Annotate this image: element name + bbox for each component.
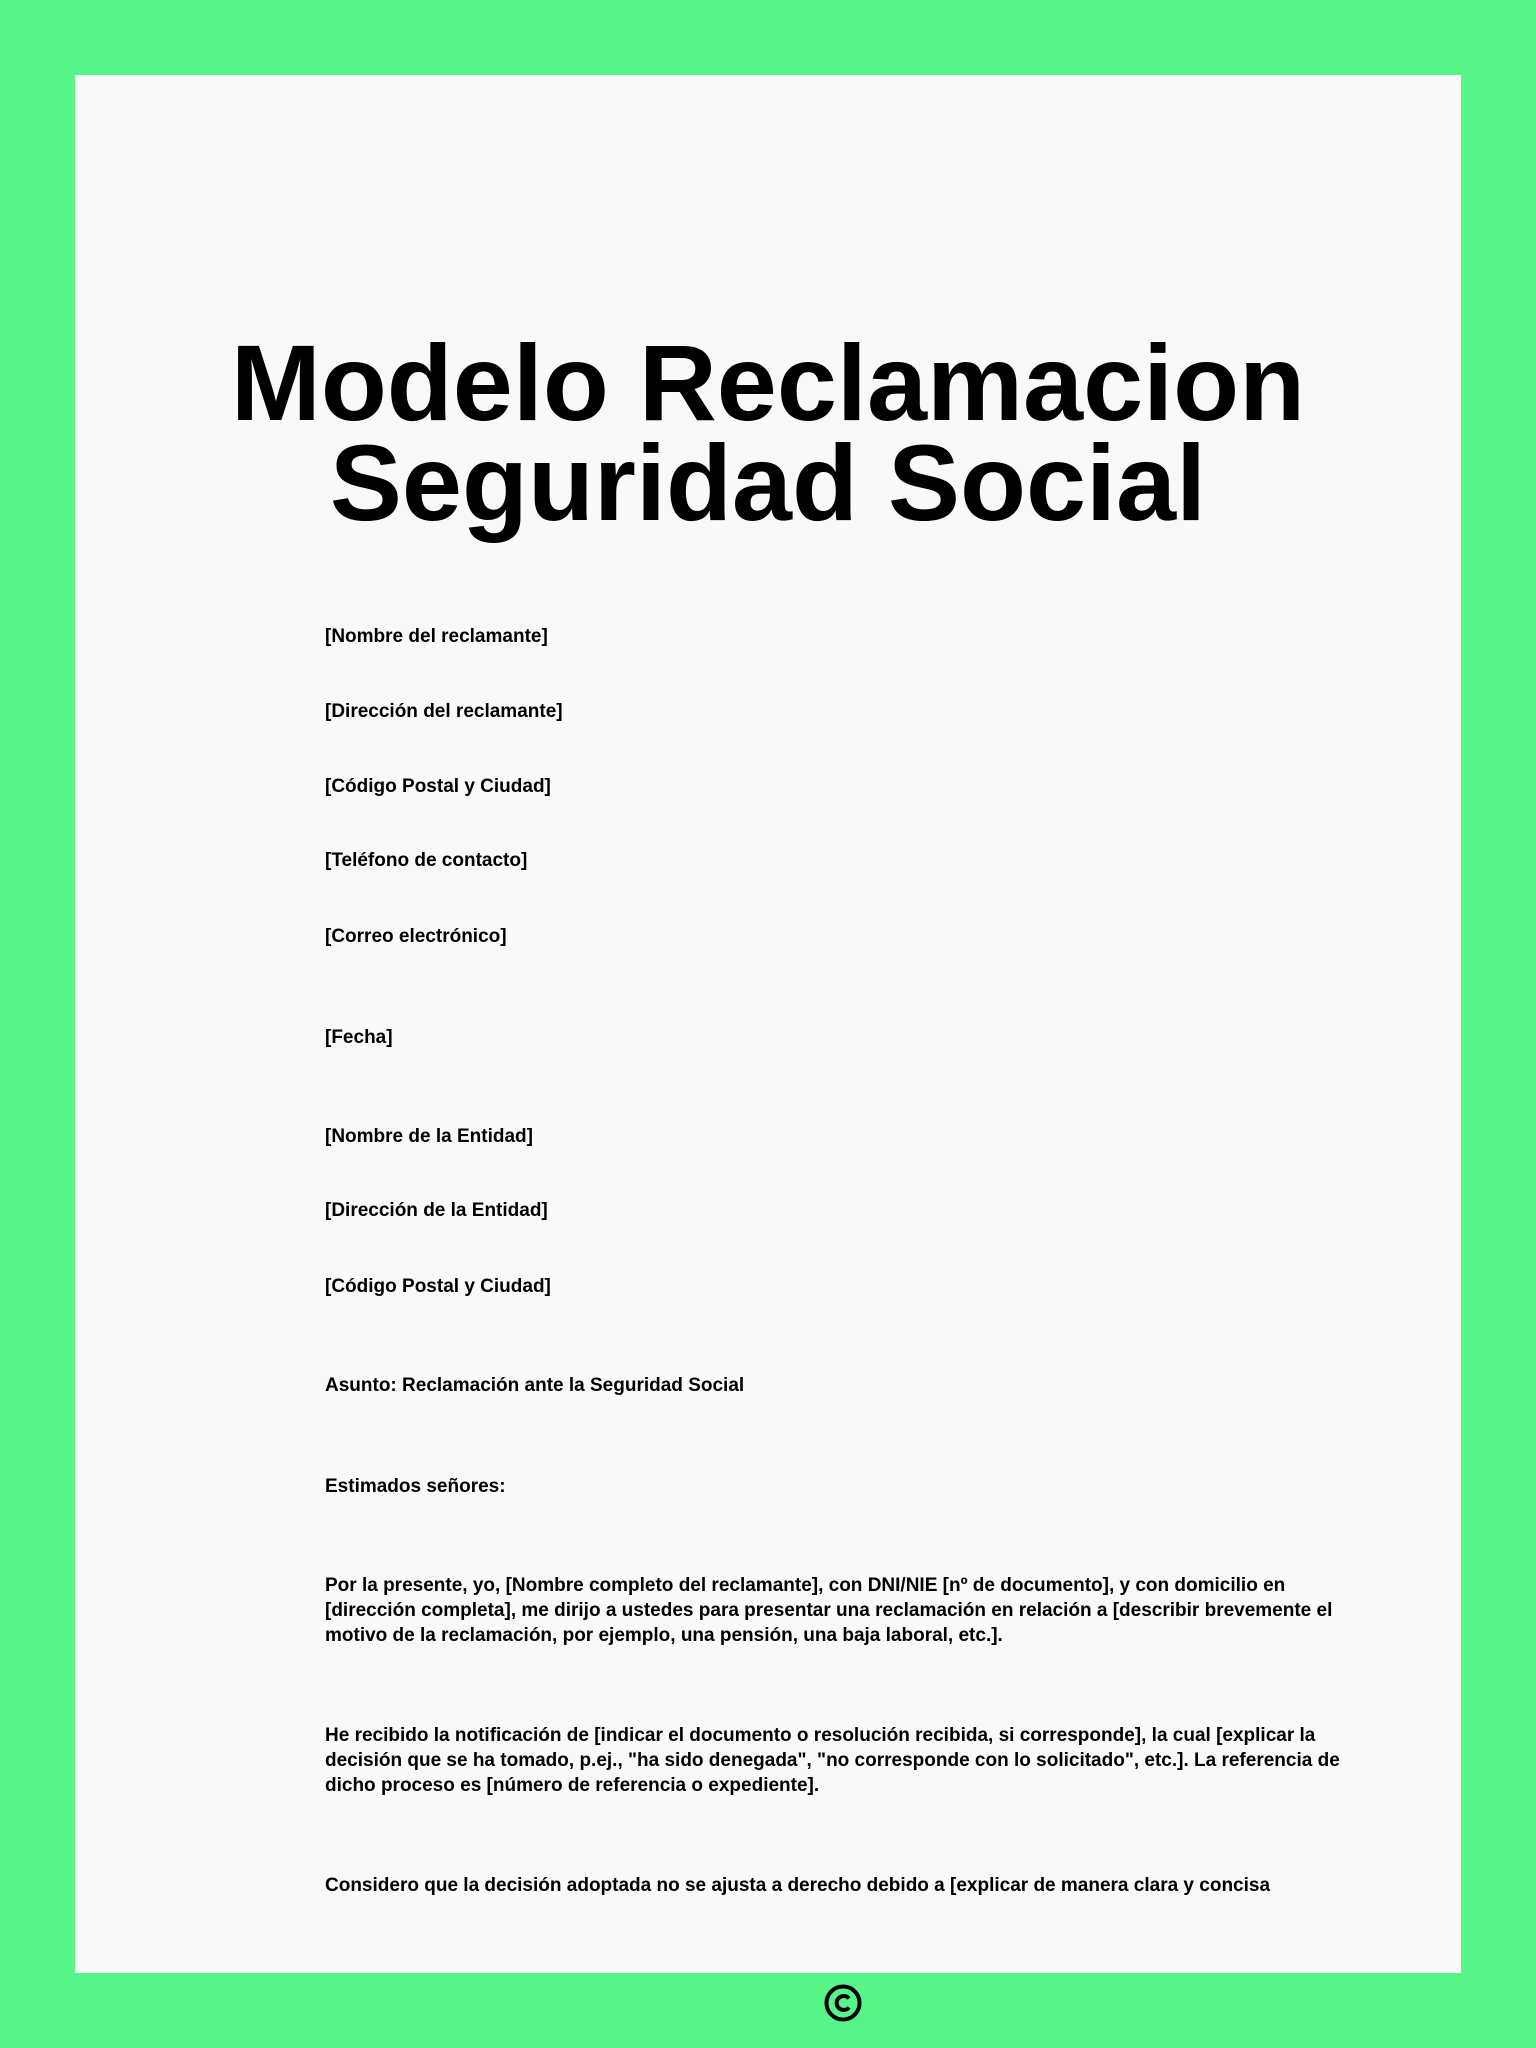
sender-address: [Dirección del reclamante] [325,701,563,722]
body-paragraph-2: He recibido la notificación de [indicar el documento o resolución recibida, si corresponde], la cual [explicar la decisión que se ha tomado, p.ej., "ha sido denegada", "no corresponde con lo solicitado", etc.]. La referencia de dicho proceso es [número de referencia o expediente]. [325,1725,1340,1796]
document-page [75,75,1461,1973]
body-paragraph-3: Considero que la decisión adoptada no se ajusta a derecho debido a [explicar de manera clara y concisa [325,1875,1271,1896]
subject: Asunto: Reclamación ante la Seguridad Social [325,1375,745,1396]
copyright-icon [824,1984,862,2022]
sender-postal-city: [Código Postal y Ciudad] [325,776,551,797]
entity-address: [Dirección de la Entidad] [325,1200,548,1221]
sender-phone: [Teléfono de contacto] [325,850,528,871]
entity-name: [Nombre de la Entidad] [325,1126,533,1147]
greeting: Estimados señores: [325,1476,506,1497]
sender-name: [Nombre del reclamante] [325,626,548,647]
date: [Fecha] [325,1027,393,1048]
title-line-2: Seguridad Social [329,422,1207,543]
sender-email: [Correo electrónico] [325,926,507,947]
entity-postal-city: [Código Postal y Ciudad] [325,1276,551,1297]
title-line-1: Modelo Reclamacion [230,322,1306,443]
body-paragraph-1: Por la presente, yo, [Nombre completo del reclamante], con DNI/NIE [nº de documento], y con domicilio en [dirección completa], me dirijo a ustedes para presentar una reclamación en relación a [describir brevemente el motivo de la reclamación, por ejemplo, una pensión, una baja laboral, etc.]. [325,1575,1333,1646]
